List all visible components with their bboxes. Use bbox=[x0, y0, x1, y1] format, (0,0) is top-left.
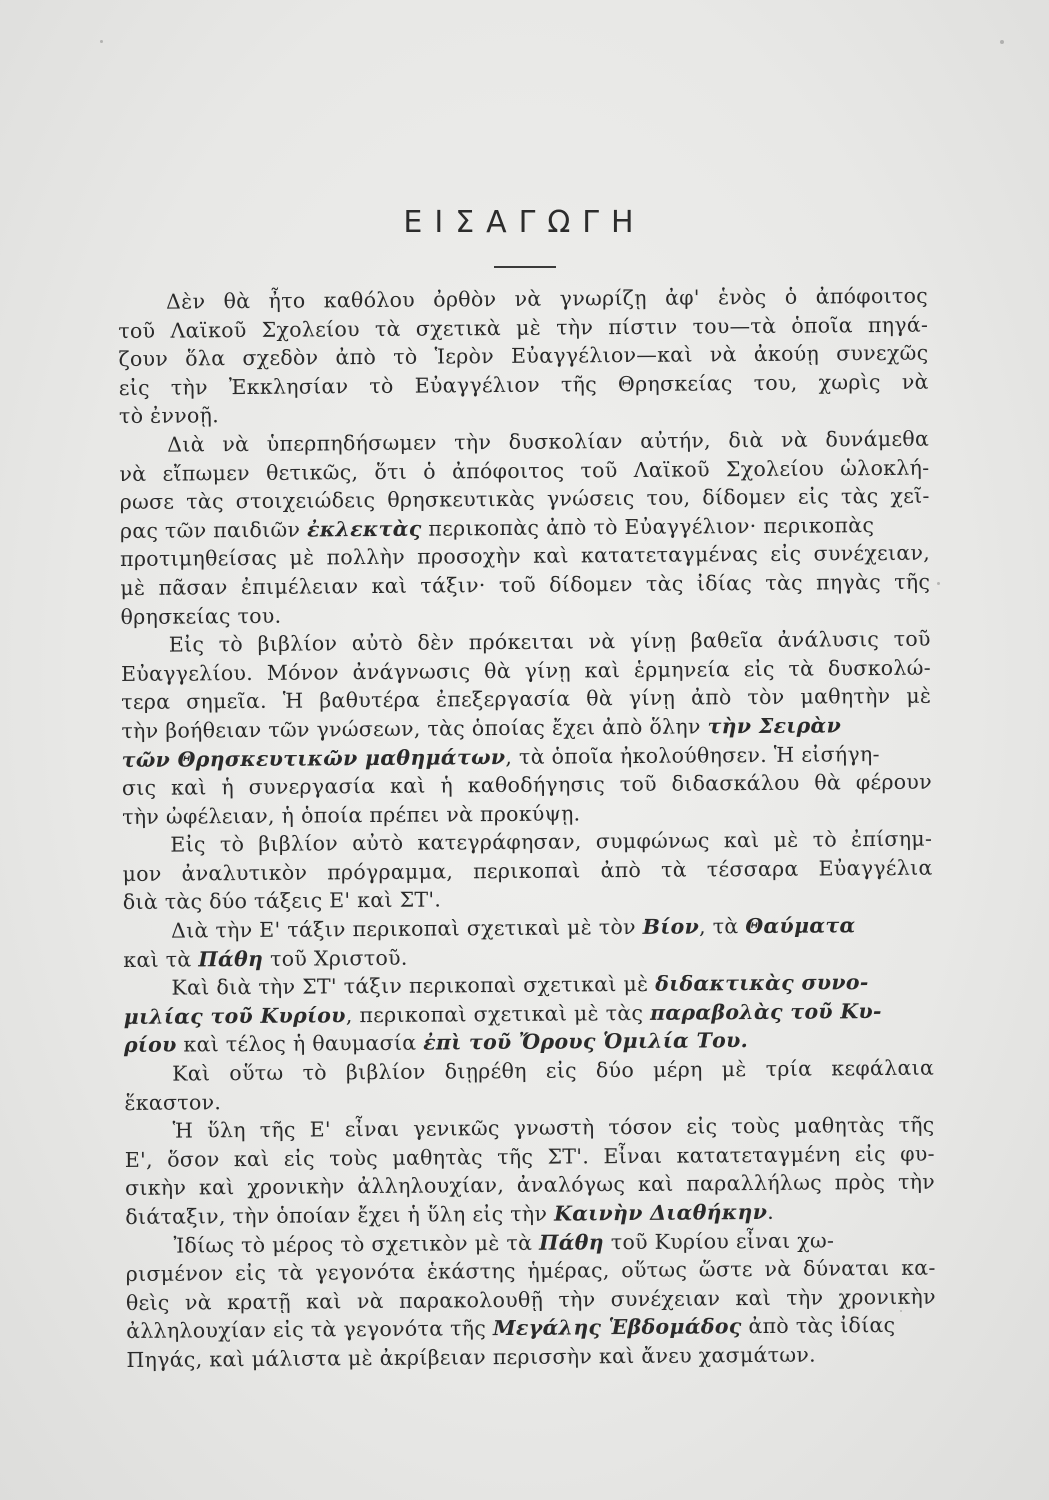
word: τὸ bbox=[302, 1060, 327, 1085]
word: ἀπόφοιτος bbox=[451, 458, 565, 483]
word: ἀπὸ bbox=[335, 345, 377, 370]
word: θεὶς bbox=[125, 1290, 170, 1315]
word: καθοδήγησις bbox=[467, 772, 606, 798]
word: αὐτὸ bbox=[352, 831, 404, 856]
text-segment: τὴν βοήθειαν τῶν γνώσεων, τὰς ὁποίας ἔχει ἀπὸ ὅλην bbox=[121, 714, 708, 743]
word: παραλλήλως bbox=[686, 1170, 823, 1196]
body-text bbox=[118, 282, 937, 1375]
emphasized-text: Μεγάλης Ἑβδομάδος bbox=[492, 1314, 742, 1341]
emphasized-text: ἐπὶ τοῦ Ὄρους Ὁμιλία Του. bbox=[423, 1028, 749, 1056]
word: βαθεῖα bbox=[690, 628, 764, 653]
text-segment: τοῦ Χριστοῦ. bbox=[263, 945, 408, 971]
word: Διὰ bbox=[167, 432, 205, 457]
word: διδασκάλου bbox=[671, 770, 800, 796]
word: τὸ bbox=[393, 344, 418, 370]
word: Μόνον bbox=[266, 659, 339, 685]
word: τοῦ bbox=[580, 457, 618, 482]
word: βιβλίον bbox=[257, 631, 338, 657]
word: γνωρίζῃ bbox=[559, 285, 647, 311]
word: θὰ bbox=[223, 288, 251, 314]
word: μαθητὰς bbox=[392, 1144, 483, 1170]
word: μον bbox=[122, 861, 162, 886]
text-segment: διάταξιν, τὴν ὁποίαν ἔχει ἡ ὕλη εἰς τὴν bbox=[125, 1201, 555, 1229]
text-segment: . bbox=[767, 1199, 775, 1224]
paragraph bbox=[125, 1111, 936, 1232]
word: Σχολείου bbox=[725, 456, 825, 481]
word: ἀφ' bbox=[664, 285, 700, 310]
word: μὲ bbox=[906, 683, 932, 709]
word: τοὺς bbox=[329, 1145, 379, 1171]
word: νὰ bbox=[764, 1256, 792, 1282]
word: μὲ bbox=[773, 827, 799, 853]
word: δύναται bbox=[802, 1256, 890, 1281]
word: διῃρέθη bbox=[444, 1058, 527, 1084]
word: προσοχὴν bbox=[417, 544, 522, 570]
text-segment: Ἰδίως τὸ μέρος τὸ σχετικὸν μὲ τὰ bbox=[173, 1230, 540, 1258]
text-line: τὸ ἐννοῇ. bbox=[118, 403, 220, 429]
word: Θρησκείας bbox=[617, 370, 733, 396]
text-segment: Διὰ τὴν Ε' τάξιν περικοπαὶ σχετικαὶ μὲ τὸν bbox=[170, 914, 643, 943]
word: Σχολείου bbox=[261, 316, 360, 342]
word: τερα bbox=[121, 689, 171, 715]
word: τὰς bbox=[765, 570, 803, 595]
word: μὲ bbox=[289, 545, 315, 571]
word: γνωστὴ bbox=[513, 1115, 595, 1141]
word: ρωσε bbox=[119, 489, 175, 515]
word: κατατεταγμένη bbox=[676, 1142, 841, 1168]
word: αὐτήν, bbox=[640, 428, 712, 453]
word: ὡλοκλή- bbox=[840, 455, 930, 480]
word: συνεχῶς bbox=[836, 340, 929, 366]
word: ἀπὸ bbox=[600, 857, 642, 883]
word: τοῦ bbox=[893, 626, 931, 652]
word: Εὐαγγέλιον bbox=[414, 372, 541, 398]
word: ἀπόφοιτος bbox=[815, 283, 929, 309]
word: τῆς bbox=[894, 569, 931, 594]
word: μαθητὴν bbox=[800, 684, 891, 709]
word: γενικῶς bbox=[413, 1116, 500, 1141]
word: καὶ bbox=[170, 775, 207, 800]
word: τῆς bbox=[560, 372, 598, 397]
word: τῆς bbox=[259, 1117, 296, 1143]
word: τὰ bbox=[788, 656, 815, 681]
word: δίδομεν bbox=[702, 484, 787, 510]
word: νὰ bbox=[709, 342, 737, 367]
word: σημεῖα. bbox=[186, 689, 268, 714]
word: εἰς bbox=[797, 484, 830, 509]
paragraph bbox=[122, 825, 933, 917]
word: καθόλου bbox=[323, 287, 416, 313]
word: στοιχειώδεις bbox=[235, 488, 376, 514]
word: ἀπὸ bbox=[690, 685, 732, 710]
word: αὐτὸ bbox=[351, 630, 404, 656]
word: βαθυτέρα bbox=[319, 687, 421, 713]
word: καὶ bbox=[371, 573, 408, 598]
word: ὅλα bbox=[185, 346, 226, 371]
word: δυσκολώ- bbox=[827, 655, 932, 681]
word: καὶ bbox=[533, 543, 569, 569]
text-segment: ἀλληλουχίαν εἰς τὰ γεγονότα τῆς bbox=[126, 1316, 494, 1344]
word: τοῦ bbox=[118, 318, 156, 343]
word: τὴν bbox=[170, 375, 208, 400]
word: ζουν bbox=[118, 346, 169, 372]
word: χρονικὴν bbox=[838, 1284, 936, 1310]
word: τὸ bbox=[218, 632, 244, 657]
word: τὸ bbox=[812, 827, 838, 852]
word: Λαϊκοῦ bbox=[633, 456, 710, 482]
word: τοὺς bbox=[731, 1114, 781, 1139]
paragraph bbox=[123, 968, 934, 1060]
word: καὶ bbox=[584, 657, 621, 683]
word: ἀλληλουχίαν, bbox=[357, 1173, 505, 1199]
word: ὥστε bbox=[698, 1257, 753, 1282]
word: εἰς bbox=[235, 1261, 267, 1286]
word: μαθητὰς bbox=[793, 1113, 885, 1138]
word: σικὴν bbox=[124, 1175, 187, 1201]
word: εἰς bbox=[118, 375, 150, 400]
word: τὴν bbox=[556, 314, 594, 340]
word: πίστιν bbox=[608, 314, 678, 339]
word: του, bbox=[753, 370, 798, 395]
word: μὲ bbox=[516, 315, 542, 340]
word: δύο bbox=[595, 1058, 635, 1083]
paragraph bbox=[124, 1054, 934, 1118]
word: Ἱερὸν bbox=[434, 344, 495, 369]
text-segment: , τὰ ὁποῖα ἠκολούθησεν. Ἡ εἰσήγη- bbox=[505, 741, 880, 769]
paragraph bbox=[123, 911, 933, 975]
word: συνέχειαν, bbox=[813, 540, 931, 566]
paragraph bbox=[118, 282, 929, 431]
word: Εὐαγγελίου. bbox=[120, 660, 254, 686]
word: σχετικὰ bbox=[415, 315, 502, 341]
word: δυνάμεθα bbox=[825, 426, 930, 452]
word: γνώσεις bbox=[546, 486, 635, 511]
word: Δὲν bbox=[166, 289, 206, 314]
word: Ἡ bbox=[282, 688, 304, 714]
word: τῆς bbox=[497, 1144, 534, 1169]
word: ὁ bbox=[784, 284, 798, 309]
word: τὸ bbox=[219, 832, 245, 857]
word: ὅσον bbox=[167, 1147, 220, 1172]
word: διὰ bbox=[728, 427, 764, 453]
word: ἑρμηνεία bbox=[633, 656, 731, 682]
word: τέσσαρα bbox=[706, 856, 799, 882]
word: κατεγράφησαν, bbox=[417, 829, 582, 855]
scan-speck bbox=[1000, 40, 1004, 44]
word: δίδομεν bbox=[549, 571, 633, 597]
text-segment: , περικοπαὶ σχετικαὶ μὲ τὰς bbox=[345, 1000, 651, 1028]
text-line: τὴν ὠφέλειαν, ἡ ὁποία πρέπει νὰ προκύψῃ. bbox=[122, 801, 581, 829]
word: τοῦ bbox=[619, 771, 657, 797]
word: Ἐκκλησίαν bbox=[228, 373, 349, 399]
emphasized-text: Πάθη bbox=[198, 946, 264, 972]
word: ρισμένον bbox=[125, 1261, 224, 1287]
word: εἶναι bbox=[344, 1117, 400, 1142]
word: τάξιν· bbox=[420, 573, 486, 598]
word: τὰ bbox=[277, 1260, 304, 1285]
word: τὰ bbox=[660, 857, 687, 882]
word: νὰ bbox=[780, 427, 809, 452]
word: ΣΤ'. bbox=[547, 1144, 590, 1169]
word: ὁ bbox=[423, 459, 436, 484]
emphasized-text: Βίον bbox=[642, 914, 700, 939]
word: γίνῃ bbox=[629, 628, 677, 654]
text-segment: περικοπὰς ἀπὸ τὸ Εὐαγγέλιον· περικοπὰς bbox=[421, 512, 875, 541]
word: οὕτως bbox=[621, 1257, 688, 1283]
word: μὲ bbox=[721, 1057, 747, 1082]
text-segment: , τὰ bbox=[698, 914, 746, 939]
word: ὕλη bbox=[207, 1118, 246, 1143]
text-line: διὰ τὰς δύο τάξεις Ε' καὶ ΣΤ'. bbox=[122, 887, 442, 915]
scan-speck bbox=[100, 40, 103, 43]
paragraph bbox=[125, 1225, 936, 1374]
text-line: ἕκαστον. bbox=[124, 1089, 222, 1115]
word: νὰ bbox=[356, 1288, 384, 1313]
word: κρατῇ bbox=[226, 1289, 291, 1314]
word: βιβλίον bbox=[258, 831, 339, 857]
emphasized-text: Πάθη bbox=[538, 1229, 605, 1255]
emphasized-text: μιλίας τοῦ Κυρίου bbox=[123, 1003, 346, 1029]
word: Ε', bbox=[124, 1147, 153, 1172]
word: τὸ bbox=[369, 373, 394, 398]
word: μὲ bbox=[120, 575, 146, 600]
word: φέρουν bbox=[855, 769, 932, 795]
word: εἰς bbox=[743, 656, 775, 681]
word: Εἶναι bbox=[603, 1143, 663, 1169]
word: τὰς bbox=[645, 571, 684, 596]
word: πᾶσαν bbox=[158, 575, 228, 600]
word: καὶ bbox=[723, 828, 760, 853]
scan-speck bbox=[937, 582, 940, 585]
word: ἀναλυτικὸν bbox=[181, 860, 308, 886]
word: κατατεταγμένας bbox=[580, 542, 759, 568]
word: θὰ bbox=[586, 686, 614, 711]
word: ἡμέρας, bbox=[527, 1258, 610, 1284]
word: τὰς bbox=[186, 489, 224, 514]
word: καὶ bbox=[389, 773, 426, 798]
word: ἐπίσημ- bbox=[850, 826, 933, 852]
word: καὶ bbox=[198, 1175, 235, 1200]
word: νὰ bbox=[588, 629, 616, 654]
word: χρονικὴν bbox=[247, 1174, 345, 1200]
word: τῆς bbox=[898, 1112, 935, 1138]
word: καὶ bbox=[637, 1172, 674, 1197]
word: δὲν bbox=[417, 630, 455, 655]
word: τὰ bbox=[374, 316, 401, 341]
word: πρόγραμμα, bbox=[327, 859, 454, 885]
word: Ἡ bbox=[172, 1118, 194, 1143]
text-segment: τοῦ Κυρίου εἶναι χω- bbox=[603, 1227, 835, 1254]
emphasized-text: ἐκλεκτὰς bbox=[306, 516, 422, 542]
word: του—τὰ bbox=[692, 313, 777, 339]
word: θὰ bbox=[484, 658, 512, 683]
word: τὴν bbox=[558, 1287, 596, 1312]
word: ὀρθὸν bbox=[433, 287, 497, 312]
word: Εἰς bbox=[170, 832, 206, 857]
word: τὴν bbox=[454, 430, 492, 455]
word: συνεργασία bbox=[248, 774, 376, 800]
word: κα- bbox=[901, 1255, 936, 1281]
word: ἑνὸς bbox=[717, 284, 767, 310]
text-segment: καὶ τέλος ἡ θαυμασία bbox=[176, 1031, 424, 1058]
text-segment: Καὶ διὰ τὴν ΣΤ' τάξιν περικοπαὶ σχετικαὶ μὲ bbox=[171, 972, 656, 1000]
word: γεγονότα bbox=[315, 1259, 416, 1285]
word: συμφώνως bbox=[595, 828, 710, 854]
emphasized-text: παραβολὰς τοῦ Κυ- bbox=[649, 998, 882, 1025]
word: καὶ bbox=[233, 1146, 270, 1171]
word: τρία bbox=[765, 1056, 813, 1081]
word: προτιμηθείσας bbox=[120, 546, 278, 572]
word: ἰδίας bbox=[696, 570, 753, 596]
word: νὰ bbox=[901, 369, 929, 394]
word: εἰς bbox=[854, 1141, 886, 1167]
text-line: Πηγάς, καὶ μάλιστα μὲ ἀκρίβειαν περισσὴν καὶ ἄνευ χασμάτων. bbox=[126, 1342, 816, 1372]
word: εἰς bbox=[686, 1114, 718, 1139]
text-segment: ρας τῶν παιδιῶν bbox=[119, 517, 308, 543]
word: ἀκούῃ bbox=[753, 341, 820, 367]
word: θρησκευτικὰς bbox=[387, 486, 536, 513]
paragraph bbox=[121, 625, 933, 832]
word: τὴν bbox=[786, 1285, 824, 1310]
word: δυσκολίαν bbox=[508, 429, 623, 454]
emphasized-text: διδακτικὰς συνο- bbox=[655, 970, 869, 997]
word: φυ- bbox=[900, 1141, 935, 1166]
word: τὴν bbox=[897, 1170, 936, 1195]
word: σχεδὸν bbox=[242, 345, 319, 371]
word: ἑκάστης bbox=[426, 1259, 516, 1284]
word: νὰ bbox=[222, 431, 250, 457]
word: καὶ bbox=[735, 1285, 772, 1310]
word: συνέχειαν bbox=[610, 1286, 721, 1311]
emphasized-text: τὴν Σειρὰν bbox=[707, 713, 842, 739]
word: βιβλίον bbox=[345, 1059, 426, 1085]
word: εἰς bbox=[770, 541, 802, 567]
emphasized-text: ρίου bbox=[123, 1033, 177, 1058]
word: κεφάλαια bbox=[831, 1055, 935, 1081]
word: θετικῶς, bbox=[265, 459, 359, 485]
page-title: ΕΙΣΑΓΩΓΗ bbox=[403, 205, 646, 240]
text-segment: καὶ τὰ bbox=[123, 947, 199, 972]
word: Ε' bbox=[309, 1117, 331, 1142]
word: Εὐαγγέλια bbox=[818, 855, 933, 881]
word: ἡ bbox=[221, 775, 235, 800]
word: Εὐαγγέλιον—καὶ bbox=[511, 342, 693, 369]
emphasized-text: Καινὴν Διαθήκην bbox=[553, 1199, 768, 1226]
paragraph bbox=[119, 425, 931, 632]
word: καὶ bbox=[306, 1289, 342, 1314]
word: εἰς bbox=[545, 1058, 577, 1083]
word: εἴπωμεν bbox=[162, 460, 250, 486]
word: νὰ bbox=[119, 461, 147, 486]
word: του, bbox=[646, 485, 691, 511]
word: χωρὶς bbox=[818, 369, 881, 395]
text-line: θρησκείας του. bbox=[120, 603, 282, 629]
word: πηγά- bbox=[867, 312, 929, 337]
word: μέρη bbox=[653, 1057, 703, 1082]
word: ὅτι bbox=[374, 459, 408, 484]
word: τοῦ bbox=[498, 572, 537, 597]
word: οὕτω bbox=[229, 1060, 284, 1086]
word: γίνῃ bbox=[628, 685, 676, 711]
word: παρακολουθῇ bbox=[398, 1287, 544, 1313]
word: τὸν bbox=[747, 685, 785, 710]
title-underline bbox=[494, 266, 556, 268]
word: Καὶ bbox=[172, 1061, 211, 1086]
emphasized-text: Θαύματα bbox=[745, 913, 856, 939]
word: ἀνάγνωσις bbox=[352, 658, 471, 684]
word: θὰ bbox=[814, 770, 842, 795]
word: ἡ bbox=[440, 773, 454, 798]
word: ἐπιμέλειαν bbox=[240, 574, 359, 599]
word: Εἰς bbox=[168, 632, 205, 657]
emphasized-text: τῶν Θρησκευτικῶν μαθημάτων bbox=[121, 744, 506, 772]
word: νὰ bbox=[184, 1290, 212, 1315]
word: πολλὴν bbox=[326, 545, 406, 570]
word: ἀνάλυσις bbox=[777, 627, 880, 652]
word: χεῖ- bbox=[890, 483, 930, 509]
word: ὑπερπηδήσωμεν bbox=[266, 430, 437, 456]
word: νὰ bbox=[514, 286, 542, 311]
word: Λαϊκοῦ bbox=[170, 317, 247, 343]
scan-speck bbox=[900, 1310, 902, 1312]
word: πρὸς bbox=[834, 1170, 886, 1195]
text-segment: ἀπὸ τὰς ἰδίας bbox=[741, 1313, 896, 1339]
word: πρόκειται bbox=[468, 629, 575, 655]
word: σις bbox=[121, 775, 157, 801]
word: ἀναλόγως bbox=[516, 1172, 626, 1198]
word: εἰς bbox=[283, 1146, 315, 1171]
word: ἐπεξεργασία bbox=[435, 686, 571, 712]
word: πηγὰς bbox=[816, 569, 882, 595]
word: ἦτο bbox=[268, 288, 306, 313]
word: τὰς bbox=[840, 484, 879, 509]
word: τόσον bbox=[608, 1114, 673, 1140]
word: περικοπαὶ bbox=[473, 858, 581, 884]
word: γίνῃ bbox=[524, 658, 571, 683]
word: ὁποῖα bbox=[791, 312, 853, 338]
